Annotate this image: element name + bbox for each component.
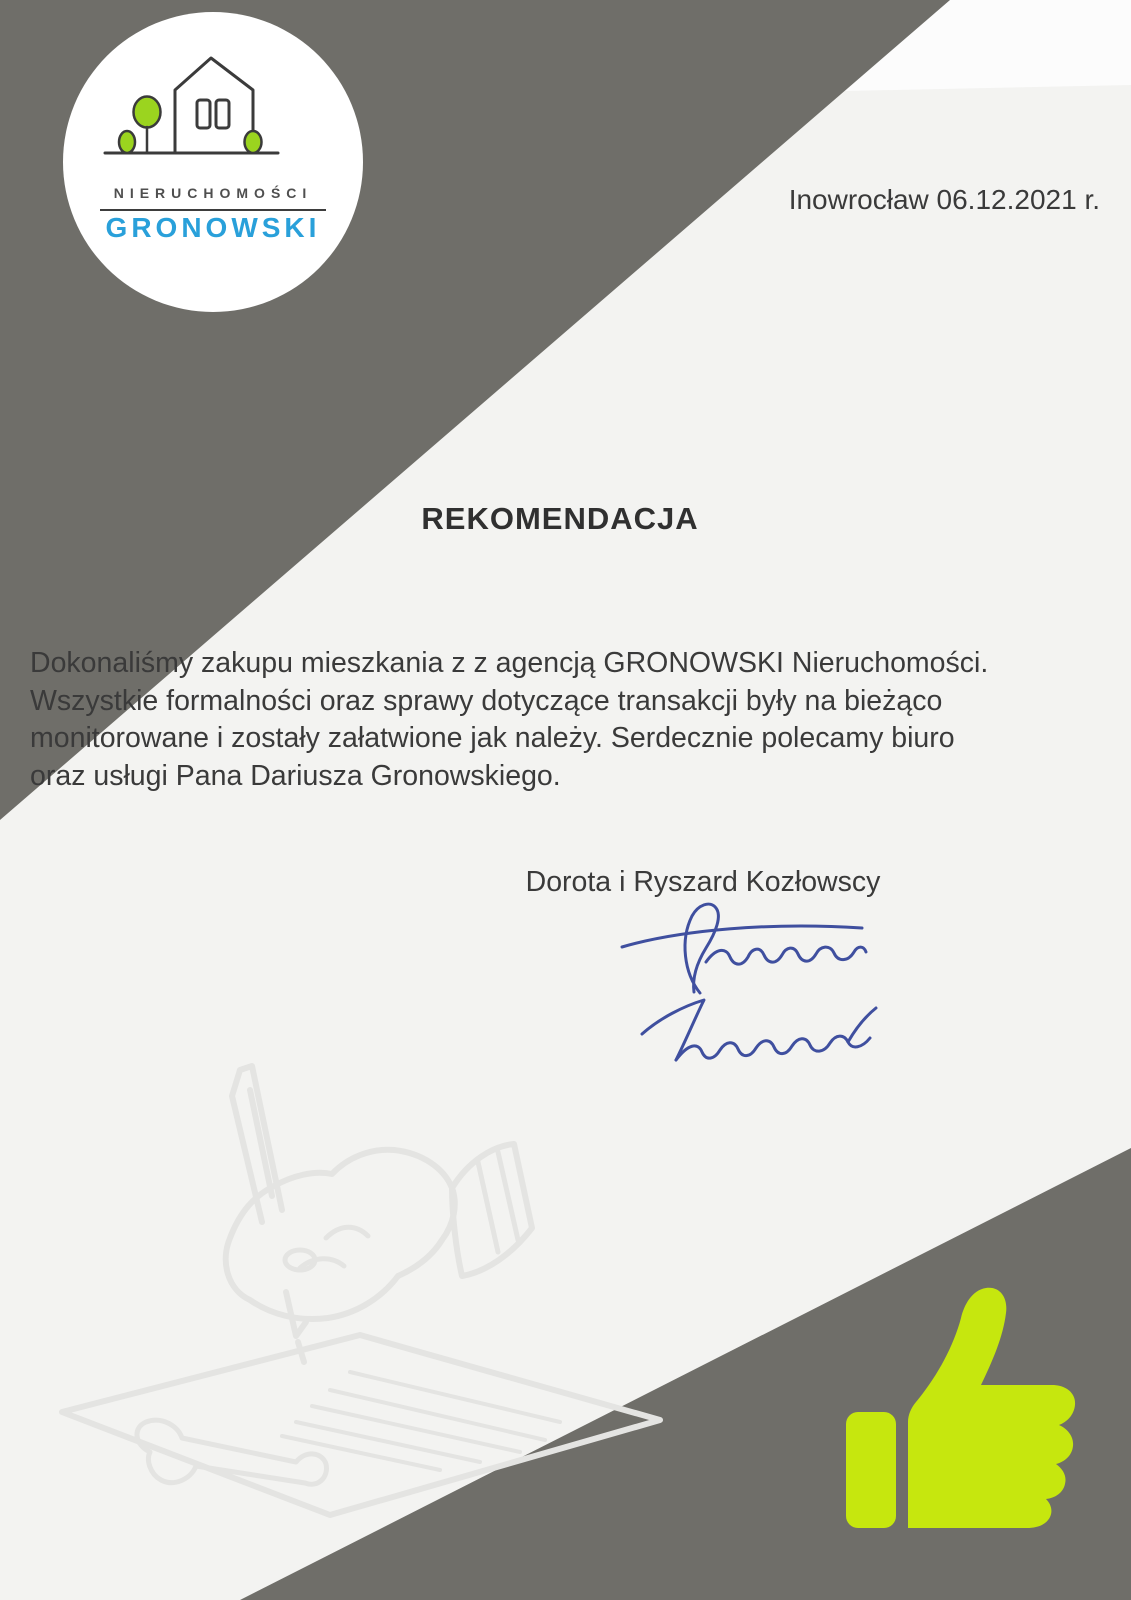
body-line: monitorowane i zostały załatwione jak należy. Serdecznie polecamy biuro	[30, 722, 955, 754]
date-line: Inowrocław 06.12.2021 r.	[788, 184, 1100, 215]
logo-divider	[100, 209, 326, 211]
bottom-right-gray-triangle	[240, 1148, 1131, 1600]
letter-title: REKOMENDACJA	[421, 501, 699, 536]
letter-body	[30, 645, 1115, 795]
logo-title: GRONOWSKI	[105, 212, 321, 243]
logo-subtitle: NIERUCHOMOŚCI	[113, 185, 313, 201]
body-line: Dokonaliśmy zakupu mieszkania z z agencją GRONOWSKI Nieruchomości.	[30, 647, 989, 679]
signatory-names: Dorota i Ryszard Kozłowscy	[525, 866, 881, 898]
body-line: Wszystkie formalności oraz sprawy dotyczące transakcji były na bieżąco	[30, 684, 943, 717]
hand-pen-watermark-icon	[62, 1066, 660, 1515]
handwritten-signature-ink	[622, 904, 876, 1060]
body-line: oraz usługi Pana Dariusza Gronowskiego.	[30, 759, 561, 792]
logo-badge	[63, 12, 363, 312]
